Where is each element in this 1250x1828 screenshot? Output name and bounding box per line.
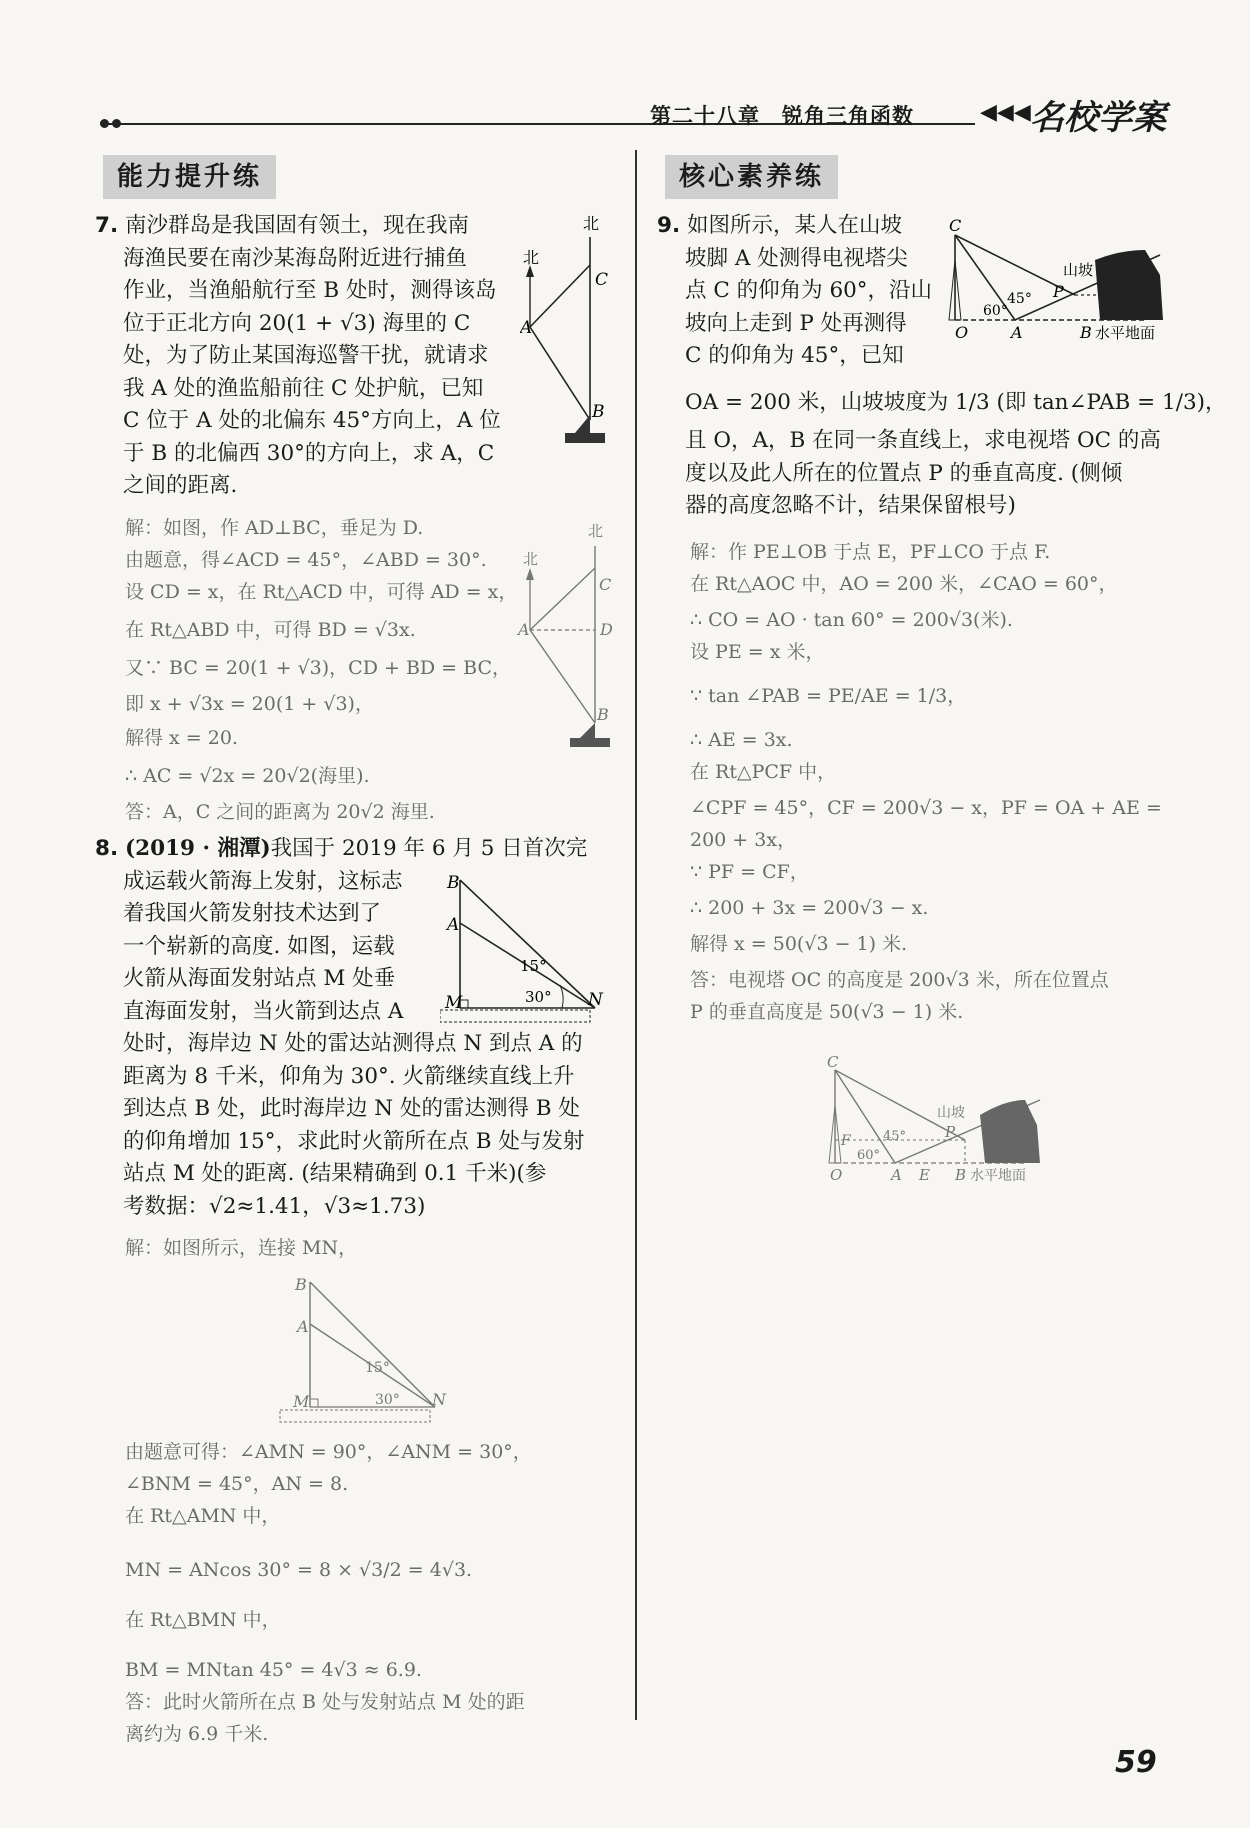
- fig-label: A: [447, 915, 460, 935]
- text-line: 作业，当渔船航行至 B 处时，测得该岛: [123, 278, 497, 303]
- solution-line: 解：作 PE⊥OB 于点 E，PF⊥CO 于点 F.: [690, 541, 1051, 563]
- chapter-title: 第二十八章 锐角三角函数: [650, 104, 914, 128]
- fig-label: A: [518, 620, 530, 639]
- fig-label: C: [949, 216, 962, 235]
- solution-line: ∴ AC = √2x = 20√2(海里).: [125, 765, 370, 787]
- fig-label: N: [588, 990, 603, 1010]
- fig-label: 山坡: [1063, 261, 1094, 279]
- q9-figure-2: [815, 1055, 1055, 1185]
- text-line: 我 A 处的渔监船前往 C 处护航，已知: [123, 375, 484, 401]
- text-line: 度以及此人所在的位置点 P 的垂直高度. (侧倾: [685, 460, 1123, 486]
- text-line: 于 B 的北偏西 30°的方向上，求 A，C: [123, 440, 495, 466]
- fig-label: C: [595, 270, 609, 290]
- fig-label: N: [432, 1390, 446, 1409]
- fig-label: M: [445, 993, 463, 1013]
- q8-solution-intro: [125, 1232, 357, 1264]
- q8-figure-2: [275, 1272, 455, 1437]
- text-line: 位于正北方向 20(1 + √3) 海里的 C: [123, 310, 471, 336]
- solution-line: 解得 x = 20.: [125, 727, 238, 749]
- fig-label: 水平地面: [1095, 324, 1156, 342]
- solution-line: 设 CD = x，在 Rt△ACD 中，可得 AD = x，: [125, 581, 518, 603]
- text-line: 之间的距离.: [123, 473, 238, 498]
- fig-label: C: [827, 1055, 839, 1071]
- q7-solution: [125, 512, 535, 828]
- text-line: 到达点 B 处，此时海岸边 N 处的雷达测得 B 处: [123, 1096, 580, 1121]
- fig-label: 45°: [883, 1129, 907, 1144]
- solution-line: BM = MNtan 45° = 4√3 ≈ 6.9.: [125, 1659, 422, 1681]
- fig-label: 北: [523, 248, 540, 267]
- text-line: 点 C 的仰角为 60°，沿山: [685, 278, 933, 303]
- text-line: OA = 200 米，山坡坡度为 1/3 (即 tan∠PAB = 1/3)，: [685, 389, 1227, 415]
- fig-label: O: [955, 323, 969, 342]
- fig-label: A: [297, 1317, 309, 1336]
- solution-line: ∴ AE = 3x.: [690, 729, 793, 751]
- text-line: 坡向上走到 P 处再测得: [685, 310, 907, 336]
- text-line: 着我国火箭发射技术达到了: [123, 901, 382, 926]
- q9-solution: [690, 536, 1190, 1028]
- column-divider: [635, 150, 637, 1720]
- solution-line: 由题意可得：∠AMN = 90°，∠ANM = 30°，: [125, 1441, 532, 1463]
- fig-label: P: [945, 1123, 956, 1141]
- solution-line: ∴ CO = AO · tan 60° = 200√3(米).: [690, 609, 1013, 631]
- solution-line: P 的垂直高度是 50(√3 − 1) 米.: [690, 1001, 964, 1023]
- fig-label: 北: [588, 522, 604, 540]
- text-line: 成运载火箭海上发射，这标志: [123, 868, 403, 894]
- text-line: 南沙群岛是我国固有领土，现在我南: [124, 213, 469, 238]
- text-line: 处时，海岸边 N 处的雷达站测得点 N 到点 A 的: [123, 1031, 583, 1056]
- fig-label: B: [597, 705, 609, 724]
- fig-label: 45°: [1007, 291, 1032, 307]
- solution-line: 在 Rt△AMN 中，: [125, 1505, 281, 1527]
- q7-figure-2: [515, 518, 625, 768]
- section-tag-core: 核心素养练: [665, 155, 838, 199]
- fig-label: 北: [583, 215, 600, 233]
- fig-label: 北: [523, 550, 539, 568]
- text-line: C 位于 A 处的北偏东 45°方向上，A 位: [123, 408, 501, 433]
- solution-line: 解得 x = 50(√3 − 1) 米.: [690, 933, 908, 955]
- q7-figure-1: [520, 215, 620, 465]
- fig-label: B: [955, 1166, 967, 1184]
- fig-label: P: [1053, 282, 1064, 301]
- solution-line: 设 PE = x 米，: [690, 641, 825, 663]
- solution-line: 答：电视塔 OC 的高度是 200√3 米，所在位置点: [690, 969, 1109, 991]
- text-line: 海渔民要在南沙某海岛附近进行捕鱼: [123, 245, 468, 271]
- q8-figure-1: [440, 868, 630, 1028]
- solution-line: 解：如图，作 AD⊥BC，垂足为 D.: [125, 517, 424, 539]
- solution-line: 答：此时火箭所在点 B 处与发射站点 M 处的距: [125, 1691, 525, 1713]
- fig-label: C: [599, 575, 612, 594]
- text-line: C 的仰角为 45°，已知: [685, 343, 904, 368]
- fig-label: E: [919, 1166, 930, 1184]
- solution-line: ∵ tan ∠PAB = PE/AE = 1/3，: [690, 685, 967, 707]
- solution-line: 在 Rt△PCF 中，: [690, 761, 837, 783]
- solution-line: 解：如图所示，连接 MN，: [125, 1237, 358, 1259]
- fig-label: B: [447, 873, 460, 893]
- solution-line: 又∵ BC = 20(1 + √3)，CD + BD = BC，: [125, 657, 511, 679]
- question-number: 8.: [95, 836, 119, 861]
- fig-label: D: [600, 620, 613, 639]
- text-line: 一个崭新的高度. 如图，运载: [123, 933, 395, 959]
- fig-label: M: [293, 1392, 310, 1411]
- solution-line: 由题意，得∠ACD = 45°，∠ABD = 30°.: [125, 549, 487, 571]
- fig-label: 30°: [525, 988, 552, 1006]
- text-line: 坡脚 A 处测得电视塔尖: [685, 245, 908, 271]
- solution-line: MN = ANcos 30° = 8 × √3/2 = 4√3.: [125, 1559, 473, 1581]
- text-line: 如图所示，某人在山坡: [686, 213, 902, 238]
- fig-label: A: [891, 1166, 902, 1184]
- text-line: 考数据：√2≈1.41，√3≈1.73): [123, 1193, 426, 1219]
- fig-label: B: [1080, 323, 1092, 342]
- solution-line: 在 Rt△BMN 中，: [125, 1609, 281, 1631]
- fig-label: O: [830, 1166, 843, 1184]
- fig-label: 30°: [375, 1392, 400, 1408]
- text-line: 火箭从海面发射站点 M 处垂: [123, 966, 396, 991]
- solution-line: ∴ 200 + 3x = 200√3 − x.: [690, 897, 929, 919]
- fig-label: A: [520, 318, 533, 338]
- fig-label: 60°: [983, 303, 1008, 319]
- fig-label: B: [592, 402, 605, 422]
- solution-line: 答：A，C 之间的距离为 20√2 海里.: [125, 801, 435, 823]
- question-number: 7.: [95, 213, 119, 238]
- header-arrows-icon: ◀◀◀: [980, 100, 1031, 125]
- fig-label: 60°: [857, 1148, 881, 1163]
- brand-logo: 名校学案: [1030, 98, 1166, 138]
- fig-label: F: [841, 1133, 851, 1149]
- question-source: (2019 · 湘潭): [124, 836, 271, 861]
- fig-label: 水平地面: [970, 1168, 1026, 1184]
- text-line: 的仰角增加 15°，求此时火箭所在点 B 处与发射: [123, 1128, 585, 1154]
- text-line: 直海面发射，当火箭到达点 A: [123, 998, 404, 1024]
- text-line: 我国于 2019 年 6 月 5 日首次完: [270, 836, 588, 861]
- question-7: [95, 210, 525, 503]
- solution-line: 在 Rt△ABD 中，可得 BD = √3x.: [125, 619, 416, 641]
- solution-line: 即 x + √3x = 20(1 + √3)，: [125, 693, 374, 715]
- section-tag-ability: 能力提升练: [103, 155, 276, 199]
- text-line: 且 O，A，B 在同一条直线上，求电视塔 OC 的高: [685, 428, 1161, 453]
- fig-label: A: [1011, 323, 1023, 342]
- fig-label: B: [295, 1275, 307, 1294]
- question-number: 9.: [657, 213, 681, 238]
- fig-label: 山坡: [937, 1105, 965, 1121]
- fig-label: 15°: [520, 957, 547, 975]
- q9-figure-1: [945, 215, 1175, 345]
- text-line: 站点 M 处的距离. (结果精确到 0.1 千米)(参: [123, 1161, 547, 1186]
- solution-line: ∵ PF = CF，: [690, 861, 809, 883]
- text-line: 器的高度忽略不计，结果保留根号): [685, 493, 1016, 518]
- solution-line: ∠BNM = 45°，AN = 8.: [125, 1473, 349, 1495]
- solution-line: 在 Rt△AOC 中，AO = 200 米，∠CAO = 60°，: [690, 573, 1118, 595]
- solution-line: 离约为 6.9 千米.: [125, 1723, 269, 1745]
- solution-line: 200 + 3x，: [690, 829, 797, 851]
- text-line: 处，为了防止某国海巡警干扰，就请求: [123, 343, 489, 368]
- page-number: 59: [1115, 1745, 1157, 1780]
- fig-label: 15°: [365, 1360, 390, 1376]
- text-line: 距离为 8 千米，仰角为 30°. 火箭继续直线上升: [123, 1063, 575, 1089]
- q8-solution: [125, 1436, 625, 1750]
- solution-line: ∠CPF = 45°，CF = 200√3 − x，PF = OA + AE =: [690, 797, 1162, 819]
